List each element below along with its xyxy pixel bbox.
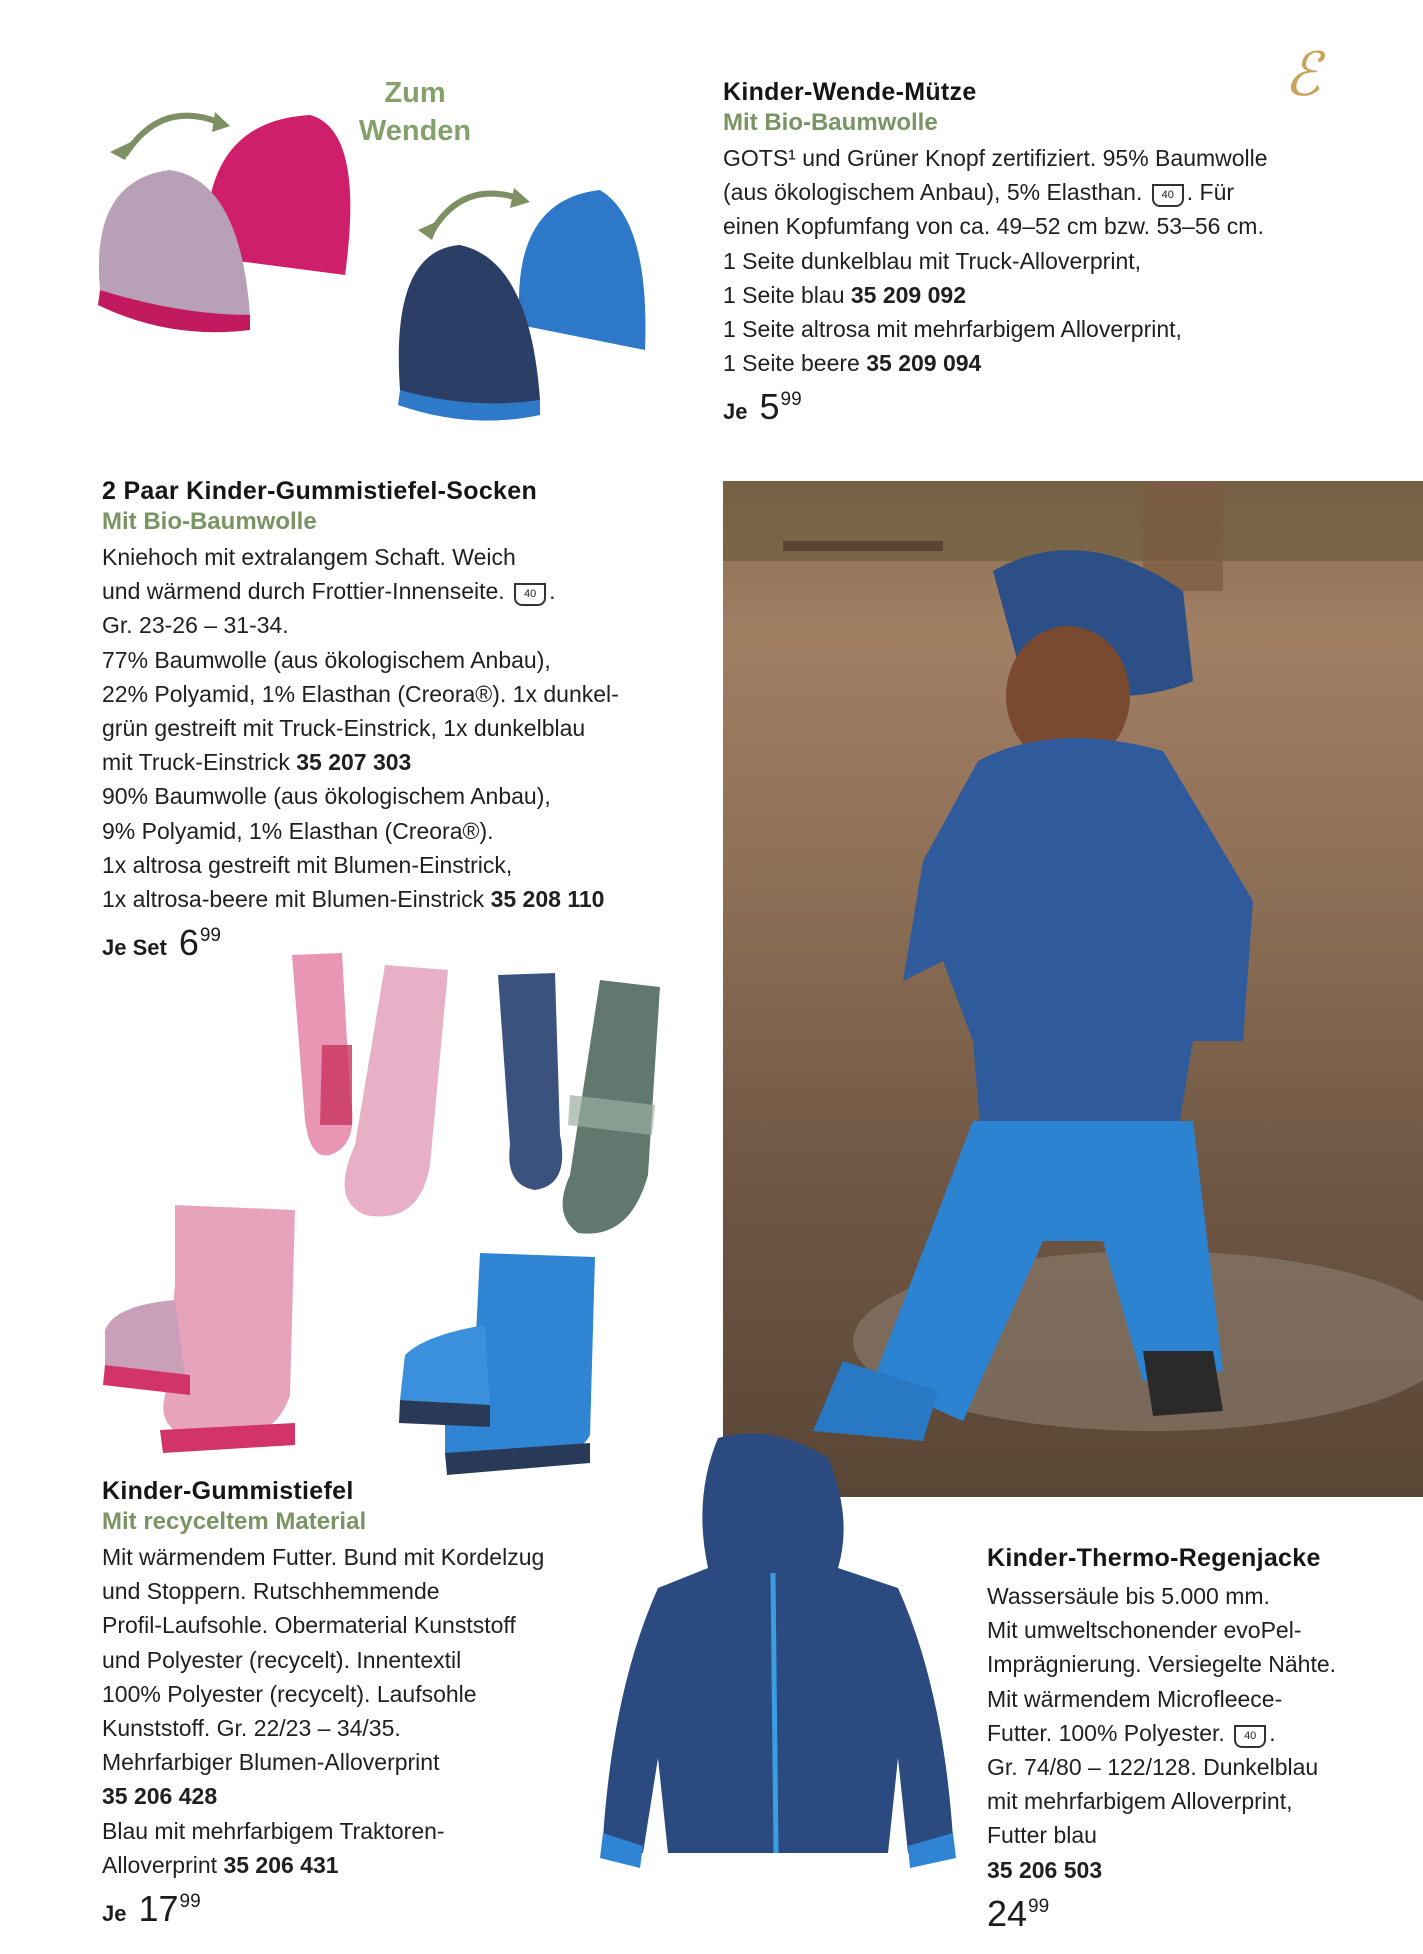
socken-desc-line: Gr. 23-26 – 31-34. — [102, 612, 289, 639]
jacket-body — [603, 1434, 953, 1854]
child-photo-art — [723, 481, 1423, 1497]
price-euros: 5 — [759, 386, 780, 428]
article-number: 35 208 110 — [490, 886, 605, 913]
stiefel-title: Kinder-Gummistiefel — [102, 1477, 354, 1505]
jacke-desc-line: Gr. 74/80 – 122/128. Dunkelblau — [987, 1754, 1319, 1781]
price-euros: 6 — [178, 922, 199, 964]
jacke-title: Kinder-Thermo-Regenjacke — [987, 1544, 1321, 1572]
swap-arrow-icon-2 — [430, 194, 518, 235]
socken-desc-line: 90% Baumwolle (aus ökologischem Anbau), — [102, 783, 551, 810]
sock-navy-truck — [498, 973, 562, 1190]
socken-desc-line: und wärmend durch Frottier-Innenseite. 40 . — [102, 578, 556, 605]
muetze-desc-line: 1 Seite beere 35 209 094 — [723, 350, 982, 377]
sock-floral — [345, 965, 448, 1216]
banner-line-2: Wenden — [358, 115, 472, 147]
socken-desc-line: 9% Polyamid, 1% Elasthan (Creora®). — [102, 817, 494, 844]
stiefel-subtitle: Mit recyceltem Material — [102, 1508, 367, 1535]
jacke-desc-line: Futter. 100% Polyester. 40 . — [987, 1719, 1276, 1746]
product-jacke — [987, 1544, 1407, 1935]
jacke-price — [987, 1893, 1407, 1935]
article-number: 35 206 431 — [223, 1851, 339, 1878]
price-cents: 99 — [780, 389, 802, 411]
jacke-desc-line: Mit umweltschonender evoPel- — [987, 1617, 1302, 1644]
jacke-desc-line: Mit wärmendem Microfleece- — [987, 1685, 1283, 1712]
blue-hat — [519, 190, 645, 350]
socken-title: 2 Paar Kinder-Gummistiefel-Socken — [102, 477, 538, 505]
wash-40-icon: 40 — [1234, 1725, 1266, 1748]
socken-subtitle: Mit Bio-Baumwolle — [102, 508, 317, 535]
child-boot-right — [1143, 1351, 1223, 1416]
brand-logo: ℰ — [1284, 40, 1321, 110]
boot-floral — [163, 1205, 295, 1440]
article-number: 35 206 428 — [102, 1783, 218, 1810]
muetze-desc-line: 1 Seite blau 35 209 092 — [723, 281, 966, 308]
hats-illustration — [90, 60, 690, 440]
product-stiefel — [102, 1477, 622, 1930]
muetze-desc-line: 1 Seite dunkelblau mit Truck-Alloverprint, — [723, 247, 1142, 274]
price-label: Je — [102, 1901, 127, 1927]
stiefel-desc-line: Profil-Laufsohle. Obermaterial Kunststoff — [102, 1612, 516, 1639]
wash-40-icon: 40 — [1152, 184, 1184, 207]
muetze-subtitle: Mit Bio-Baumwolle — [723, 109, 938, 136]
socken-desc-line: mit Truck-Einstrick 35 207 303 — [102, 749, 412, 776]
socken-desc-line: 1x altrosa gestreift mit Blumen-Einstrick, — [102, 851, 513, 878]
article-number: 35 206 503 — [987, 1856, 1103, 1883]
stiefel-desc-line: Blau mit mehrfarbigem Traktoren- — [102, 1817, 445, 1844]
jacke-desc-line: mit mehrfarbigem Alloverprint, — [987, 1788, 1293, 1815]
stiefel-desc-line: Mit wärmendem Futter. Bund mit Kordelzug — [102, 1544, 545, 1570]
child-jacket — [903, 738, 1253, 1161]
price-cents: 99 — [179, 1891, 201, 1913]
price-label: Je Set — [102, 935, 167, 961]
socken-desc-line: grün gestreift mit Truck-Einstrick, 1x dunkelblau — [102, 715, 586, 742]
stiefel-desc-line: und Polyester (recycelt). Innentextil — [102, 1646, 462, 1673]
price-label: Je — [723, 399, 748, 425]
price-euros: 24 — [987, 1892, 1028, 1934]
article-number: 35 209 094 — [866, 350, 982, 377]
price-cents: 99 — [1028, 1895, 1050, 1917]
stiefel-desc-line: 100% Polyester (recycelt). Laufsohle — [102, 1680, 477, 1707]
hats-image — [90, 60, 690, 440]
product-socken — [102, 477, 702, 964]
muetze-desc-line: GOTS¹ und Grüner Knopf zertifiziert. 95% Baumwolle — [723, 145, 1268, 171]
swap-arrow-icon — [125, 116, 218, 155]
muetze-desc-line: einen Kopfumfang von ca. 49–52 cm bzw. 53–56 cm. — [723, 213, 1264, 240]
child-photo — [723, 481, 1423, 1497]
stiefel-desc-line: und Stoppern. Rutschhemmende — [102, 1578, 440, 1605]
article-number: 35 207 303 — [296, 749, 412, 776]
muetze-price — [723, 386, 1363, 428]
jacke-desc-line: Wassersäule bis 5.000 mm. — [987, 1583, 1270, 1609]
jacket-illustration — [598, 1428, 958, 1868]
muetze-desc-line: (aus ökologischem Anbau), 5% Elasthan. 40 . Für — [723, 179, 1235, 206]
wash-40-icon: 40 — [514, 583, 546, 606]
price-cents: 99 — [199, 925, 221, 947]
article-number: 35 209 092 — [850, 281, 966, 308]
stiefel-desc-line: Mehrfarbiger Blumen-Alloverprint — [102, 1749, 440, 1776]
price-euros: 17 — [138, 1888, 179, 1930]
socken-desc-line: Kniehoch mit extralangem Schaft. Weich — [102, 544, 516, 570]
banner-line-1: Zum — [384, 77, 446, 109]
boots-illustration — [95, 1195, 615, 1515]
muetze-desc-line: 1 Seite altrosa mit mehrfarbigem Alloverprint, — [723, 316, 1182, 343]
stiefel-desc-line: Kunststoff. Gr. 22/23 – 34/35. — [102, 1715, 401, 1742]
muetze-title: Kinder-Wende-Mütze — [723, 78, 977, 106]
socken-desc-line: 1x altrosa-beere mit Blumen-Einstrick 35 208 110 — [102, 886, 605, 913]
socken-desc-line: 22% Polyamid, 1% Elasthan (Creora®). 1x dunkel- — [102, 680, 619, 707]
jacke-desc-line: Imprägnierung. Versiegelte Nähte. — [987, 1651, 1337, 1678]
stiefel-price — [102, 1888, 622, 1930]
product-muetze — [723, 78, 1363, 428]
stiefel-desc-line: Alloverprint 35 206 431 — [102, 1851, 339, 1878]
truck-hat — [399, 245, 540, 408]
socken-desc-line: 77% Baumwolle (aus ökologischem Anbau), — [102, 646, 551, 673]
jacke-desc-line: Futter blau — [987, 1822, 1097, 1849]
